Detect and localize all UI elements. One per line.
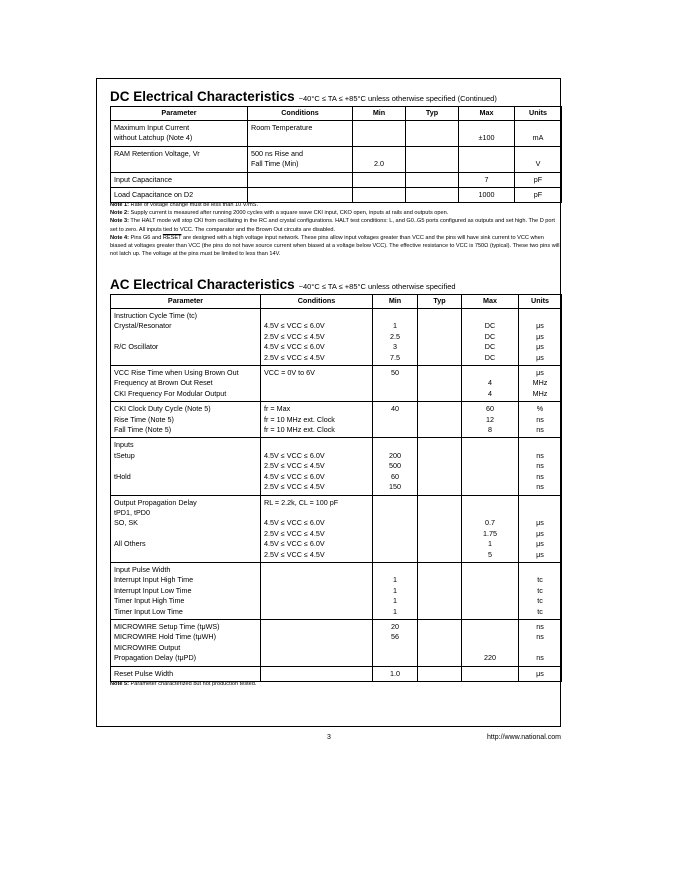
ac-cell-line xyxy=(114,482,257,492)
dc-title: DC Electrical Characteristics xyxy=(110,89,295,104)
page-number: 3 xyxy=(327,734,331,741)
dc-cell-line xyxy=(356,123,402,133)
ac-cell-line: Reset Pulse Width xyxy=(114,668,174,678)
dc-cell-min xyxy=(353,172,406,187)
ac-cell-line xyxy=(114,461,257,471)
ac-cell-units xyxy=(519,562,562,619)
dc-cell-parameter xyxy=(111,172,248,187)
table-row xyxy=(111,438,562,495)
dc-cell-typ xyxy=(406,146,459,172)
dc-header-min: Min xyxy=(353,107,406,121)
dc-cell-line xyxy=(518,149,558,159)
ac-cell-line xyxy=(376,440,414,450)
ac-cell-line: 7.5 xyxy=(390,352,400,362)
dc-cell-line xyxy=(356,175,402,185)
ac-cell-conditions xyxy=(261,402,373,438)
ac-cell-line: DC xyxy=(484,342,496,352)
ac-cell-line xyxy=(465,632,515,642)
ac-condition: −40°C ≤ TA ≤ +85°C unless otherwise specified xyxy=(298,282,456,291)
ac-cell-parameter xyxy=(111,366,261,402)
table-row xyxy=(111,562,562,619)
ac-cell-typ xyxy=(418,438,462,495)
ac-cell-line xyxy=(114,332,257,342)
ac-cell-line xyxy=(264,508,369,518)
ac-cell-line: DC xyxy=(484,321,496,331)
ac-cell-line: ns xyxy=(536,471,544,481)
ac-cell-line: MHz xyxy=(532,378,548,388)
ac-cell-line: Output Propagation Delay xyxy=(114,497,197,507)
ac-cell-line: 8 xyxy=(488,425,492,435)
dc-header-parameter: Parameter xyxy=(111,107,248,121)
ac-cell-line: tPD1, tPD0 xyxy=(114,507,150,517)
table-row xyxy=(111,309,562,366)
ac-cell-line: All Others xyxy=(114,539,146,549)
table-row xyxy=(111,172,562,187)
dc-cell-line: 2.0 xyxy=(374,159,384,169)
ac-header-units: Units xyxy=(519,295,562,309)
ac-cell-min xyxy=(373,495,418,562)
ac-cell-parameter xyxy=(111,309,261,366)
ac-cell-line xyxy=(465,440,515,450)
ac-cell-min xyxy=(373,619,418,666)
ac-header-row xyxy=(111,295,562,309)
ac-cell-min xyxy=(373,309,418,366)
dc-notes xyxy=(110,201,560,258)
dc-cell-units xyxy=(515,146,562,172)
ac-cell-line: Timer Input High Time xyxy=(114,596,185,606)
ac-cell-max xyxy=(462,309,519,366)
dc-cell-max xyxy=(459,172,515,187)
ac-cell-line: MICROWIRE Setup Time (tμWS) xyxy=(114,621,220,631)
ac-cell-line: 1 xyxy=(393,585,397,595)
ac-cell-line: ns xyxy=(536,482,544,492)
ac-cell-line xyxy=(522,311,558,321)
ac-cell-line: 3 xyxy=(393,342,397,352)
ac-cell-max xyxy=(462,495,519,562)
ac-header-max: Max xyxy=(462,295,519,309)
ac-cell-typ xyxy=(418,495,462,562)
dc-cell-line xyxy=(409,123,455,133)
ac-header-parameter: Parameter xyxy=(111,295,261,309)
ac-cell-line: 60 xyxy=(391,471,399,481)
ac-cell-line xyxy=(264,440,369,450)
ac-cell-line: fr = 10 MHz ext. Clock xyxy=(264,425,335,435)
dc-cell-min xyxy=(353,146,406,172)
ac-cell-line: 1.0 xyxy=(390,668,400,678)
ac-cell-line xyxy=(264,565,369,575)
ac-cell-line: 0.7 xyxy=(485,518,495,528)
ac-cell-units xyxy=(519,309,562,366)
ac-cell-line: RL = 2.2k, CL = 100 pF xyxy=(264,497,339,507)
ac-cell-line: ns xyxy=(536,621,544,631)
ac-cell-line: ns xyxy=(536,653,544,663)
ac-cell-line: 1 xyxy=(393,321,397,331)
ac-cell-line: 4 xyxy=(488,388,492,398)
ac-cell-line: 5 xyxy=(488,549,492,559)
ac-cell-line: MHz xyxy=(532,388,548,398)
dc-cell-units xyxy=(515,121,562,147)
ac-cell-line xyxy=(421,368,458,378)
ac-cell-line xyxy=(522,565,558,575)
ac-cell-max xyxy=(462,619,519,666)
ac-cell-line: 500 xyxy=(389,461,401,471)
ac-cell-line: R/C Oscillator xyxy=(114,342,159,352)
ac-cell-line: 4.5V ≤ VCC ≤ 6.0V xyxy=(264,342,325,352)
ac-cell-typ xyxy=(418,619,462,666)
ac-cell-line: Propagation Delay (tμPD) xyxy=(114,653,197,663)
ac-cell-line: DC xyxy=(484,331,496,341)
ac-cell-max xyxy=(462,402,519,438)
ac-cell-line: fr = Max xyxy=(264,404,291,414)
table-row xyxy=(111,121,562,147)
ac-cell-line: 2.5V ≤ VCC ≤ 4.5V xyxy=(264,528,325,538)
dc-cell-max xyxy=(459,121,515,147)
ac-cell-line xyxy=(465,498,515,508)
ac-cell-units xyxy=(519,495,562,562)
ac-cell-line: MICROWIRE Output xyxy=(114,642,181,652)
note-3: Note 3: The HALT mode will stop CKI from oscillating in the RC and crystal configurations. HALT test conditions: L, and G0..G5 ports configured as outputs and set high. The D port set to zero. All inputs tied to VCC. The comparator and the Brown Out circuits are disabled. xyxy=(110,218,555,233)
ac-cell-line: Instruction Cycle Time (tc) xyxy=(114,311,198,320)
ac-cell-line xyxy=(421,404,458,414)
ac-cell-line: tHold xyxy=(114,471,131,481)
ac-cell-line: tc xyxy=(537,596,543,606)
ac-cell-line xyxy=(522,643,558,653)
ac-cell-line: 1.75 xyxy=(483,528,497,538)
dc-cell-parameter xyxy=(111,146,248,172)
note-4: Note 4: Pins G6 and RESET are designed with a high voltage input network. These pins allow input voltages greater than VCC and the pins will have sink current to VCC when biased at voltages greater than VCC (the pins do not have source current when biased at a voltage below VCC). The effective resistance to VCC is 750Ω (typical). These two pins will not latch up. The voltage at the pins must be limited to less than 14V. xyxy=(110,234,560,258)
ac-cell-line: 1 xyxy=(393,606,397,616)
dc-cell-conditions xyxy=(248,121,353,147)
ac-cell-line: tc xyxy=(537,585,543,595)
ac-cell-line: 2.5 xyxy=(390,331,400,341)
ac-characteristics-table xyxy=(110,294,562,682)
ac-cell-line: Interrupt Input High Time xyxy=(114,575,194,585)
ac-cell-min xyxy=(373,366,418,402)
ac-cell-line: ns xyxy=(536,414,544,424)
ac-cell-line: MICROWIRE Hold Time (tμWH) xyxy=(114,632,216,642)
ac-cell-line: CKI Frequency For Modular Output xyxy=(114,388,227,398)
ac-cell-line: 2.5V ≤ VCC ≤ 4.5V xyxy=(264,482,325,492)
ac-cell-max xyxy=(462,562,519,619)
ac-cell-line: 150 xyxy=(389,482,401,492)
ac-cell-line xyxy=(421,669,458,679)
ac-cell-line: VCC Rise Time when Using Brown Out xyxy=(114,368,239,378)
ac-cell-line: 60 xyxy=(486,404,494,414)
dc-cell-conditions xyxy=(248,172,353,187)
ac-cell-conditions xyxy=(261,366,373,402)
ac-cell-line: 4.5V ≤ VCC ≤ 6.0V xyxy=(264,539,325,549)
ac-cell-line xyxy=(421,498,458,508)
table-row xyxy=(111,366,562,402)
ac-cell-line xyxy=(114,550,257,560)
ac-cell-line xyxy=(522,498,558,508)
dc-header-typ: Typ xyxy=(406,107,459,121)
table-row xyxy=(111,146,562,172)
ac-cell-parameter xyxy=(111,495,261,562)
ac-header-conditions: Conditions xyxy=(261,295,373,309)
dc-cell-line xyxy=(409,190,455,200)
dc-cell-line xyxy=(356,149,402,159)
ac-cell-line xyxy=(376,311,414,321)
ac-cell-line: Fall Time (Note 5) xyxy=(114,425,172,435)
ac-cell-line: ns xyxy=(536,632,544,642)
ac-cell-line: 4 xyxy=(488,378,492,388)
ac-cell-line: μs xyxy=(536,539,544,549)
ac-cell-line: 20 xyxy=(391,621,399,631)
ac-cell-line: μs xyxy=(536,331,544,341)
dc-cell-typ xyxy=(406,121,459,147)
dc-cell-line xyxy=(356,190,402,200)
ac-cell-typ xyxy=(418,309,462,366)
ac-cell-line: 1 xyxy=(393,575,397,585)
ac-cell-line xyxy=(421,440,458,450)
dc-cell-units xyxy=(515,172,562,187)
ac-cell-line xyxy=(264,669,369,679)
ac-header-min: Min xyxy=(373,295,418,309)
ac-cell-line: μs xyxy=(536,668,544,678)
note-2: Note 2: Supply current is measured after running 2000 cycles with a square wave CKI input, CKO open, inputs at rails and outputs open. xyxy=(110,210,449,217)
ac-cell-line: tSetup xyxy=(114,450,135,460)
dc-cell-min xyxy=(353,121,406,147)
dc-header-max: Max xyxy=(459,107,515,121)
ac-cell-line: VCC = 0V to 6V xyxy=(264,368,315,378)
ac-cell-line: 2.5V ≤ VCC ≤ 4.5V xyxy=(264,549,325,559)
ac-cell-line: Input Pulse Width xyxy=(114,564,171,574)
footer-url[interactable]: http://www.national.com xyxy=(487,734,561,741)
ac-cell-line: 200 xyxy=(389,450,401,460)
ac-cell-line xyxy=(376,498,414,508)
ac-cell-line: μs xyxy=(536,321,544,331)
ac-cell-line xyxy=(465,669,515,679)
ac-cell-line: 56 xyxy=(391,632,399,642)
dc-cell-line: Maximum Input Current xyxy=(114,123,190,132)
ac-cell-line: 1 xyxy=(488,539,492,549)
ac-title: AC Electrical Characteristics xyxy=(110,277,295,292)
ac-cell-units xyxy=(519,619,562,666)
ac-cell-line: tc xyxy=(537,606,543,616)
ac-cell-parameter xyxy=(111,619,261,666)
ac-cell-line: 12 xyxy=(486,414,494,424)
ac-cell-line xyxy=(465,643,515,653)
ac-cell-line xyxy=(421,622,458,632)
table-row xyxy=(111,495,562,562)
ac-cell-line: μs xyxy=(536,368,544,378)
ac-cell-line: Frequency at Brown Out Reset xyxy=(114,378,213,388)
ac-cell-line: ns xyxy=(536,461,544,471)
ac-header-typ: Typ xyxy=(418,295,462,309)
ac-cell-line xyxy=(465,622,515,632)
ac-cell-parameter xyxy=(111,562,261,619)
ac-cell-line xyxy=(522,440,558,450)
ac-cell-line xyxy=(465,368,515,378)
ac-cell-line xyxy=(465,565,515,575)
ac-cell-line: 2.5V ≤ VCC ≤ 4.5V xyxy=(264,352,325,362)
ac-cell-line: 4.5V ≤ VCC ≤ 6.0V xyxy=(264,450,325,460)
ac-cell-conditions xyxy=(261,619,373,666)
ac-notes xyxy=(110,680,560,688)
ac-cell-line: 4.5V ≤ VCC ≤ 6.0V xyxy=(264,321,325,331)
ac-cell-line xyxy=(421,311,458,321)
ac-cell-conditions xyxy=(261,309,373,366)
dc-header-row xyxy=(111,107,562,121)
ac-cell-line: DC xyxy=(484,352,496,362)
ac-cell-units xyxy=(519,402,562,438)
dc-cell-line: pF xyxy=(533,174,543,184)
dc-cell-line xyxy=(462,149,511,159)
ac-cell-line: 2.5V ≤ VCC ≤ 4.5V xyxy=(264,461,325,471)
ac-cell-line: CKI Clock Duty Cycle (Note 5) xyxy=(114,404,211,414)
ac-cell-typ xyxy=(418,402,462,438)
ac-cell-line xyxy=(376,565,414,575)
dc-cell-line xyxy=(518,123,558,133)
dc-cell-line: Fall Time (Min) xyxy=(251,159,299,169)
ac-cell-line xyxy=(264,311,369,321)
dc-cell-line xyxy=(409,149,455,159)
ac-cell-line xyxy=(522,508,558,518)
ac-cell-conditions xyxy=(261,495,373,562)
dc-section-title xyxy=(110,88,497,106)
ac-cell-typ xyxy=(418,366,462,402)
dc-header-conditions: Conditions xyxy=(248,107,353,121)
ac-cell-max xyxy=(462,366,519,402)
dc-cell-line: without Latchup (Note 4) xyxy=(114,133,193,143)
ac-cell-line: SO, SK xyxy=(114,518,138,528)
dc-cell-typ xyxy=(406,172,459,187)
ac-cell-line: μs xyxy=(536,518,544,528)
dc-cell-line: RAM Retention Voltage, Vr xyxy=(114,148,200,158)
ac-cell-line: Timer Input Low Time xyxy=(114,606,183,616)
ac-cell-line: μs xyxy=(536,342,544,352)
ac-cell-line: 1 xyxy=(393,596,397,606)
ac-cell-line xyxy=(114,353,257,363)
dc-cell-line: Input Capacitance xyxy=(114,174,172,184)
ac-cell-line: Interrupt Input Low Time xyxy=(114,585,192,595)
ac-cell-line xyxy=(465,508,515,518)
ac-cell-line: 50 xyxy=(391,368,399,378)
dc-cell-parameter xyxy=(111,121,248,147)
ac-cell-line: 220 xyxy=(484,653,496,663)
dc-cell-line: 7 xyxy=(484,174,489,184)
ac-cell-conditions xyxy=(261,438,373,495)
ac-cell-min xyxy=(373,562,418,619)
ac-cell-line xyxy=(421,565,458,575)
ac-cell-line: ns xyxy=(536,450,544,460)
ac-cell-line: fr = 10 MHz ext. Clock xyxy=(264,414,335,424)
ac-cell-min xyxy=(373,438,418,495)
ac-cell-max xyxy=(462,438,519,495)
ac-cell-line: 2.5V ≤ VCC ≤ 4.5V xyxy=(264,331,325,341)
ac-cell-line: 4.5V ≤ VCC ≤ 6.0V xyxy=(264,471,325,481)
dc-characteristics-table xyxy=(110,106,562,203)
note-5: Note 5: Parameter characterized but not production tested. xyxy=(110,681,257,687)
ac-cell-min xyxy=(373,402,418,438)
dc-cell-line xyxy=(251,190,349,200)
dc-condition: −40°C ≤ TA ≤ +85°C unless otherwise specified (Continued) xyxy=(298,94,497,103)
ac-cell-line: μs xyxy=(536,352,544,362)
ac-cell-units xyxy=(519,366,562,402)
ac-cell-parameter xyxy=(111,438,261,495)
ac-cell-conditions xyxy=(261,562,373,619)
dc-cell-line: Room Temperature xyxy=(251,123,313,132)
dc-cell-line: pF xyxy=(533,190,543,200)
ac-cell-line xyxy=(114,529,257,539)
dc-cell-line: Load Capacitance on D2 xyxy=(114,190,194,200)
ac-cell-line: % xyxy=(536,404,544,414)
ac-cell-line: μs xyxy=(536,549,544,559)
dc-cell-line xyxy=(409,175,455,185)
ac-cell-units xyxy=(519,438,562,495)
table-row xyxy=(111,402,562,438)
ac-cell-line xyxy=(264,622,369,632)
dc-cell-max xyxy=(459,146,515,172)
ac-cell-line: ns xyxy=(536,425,544,435)
dc-cell-line xyxy=(251,175,349,185)
ac-cell-line: tc xyxy=(537,575,543,585)
ac-cell-line: μs xyxy=(536,528,544,538)
dc-cell-line xyxy=(462,123,511,133)
dc-cell-line: mA xyxy=(532,133,544,143)
ac-cell-typ xyxy=(418,562,462,619)
ac-cell-line: Crystal/Resonator xyxy=(114,321,172,331)
ac-section-title xyxy=(110,276,456,294)
ac-cell-line xyxy=(465,311,515,321)
ac-cell-line: Inputs xyxy=(114,440,134,450)
dc-cell-line: 1000 xyxy=(478,190,495,200)
table-row xyxy=(111,619,562,666)
ac-cell-parameter xyxy=(111,402,261,438)
dc-header-units: Units xyxy=(515,107,562,121)
ac-cell-line: 4.5V ≤ VCC ≤ 6.0V xyxy=(264,518,325,528)
dc-cell-conditions xyxy=(248,146,353,172)
dc-cell-line: V xyxy=(535,159,541,169)
ac-cell-line: Rise Time (Note 5) xyxy=(114,414,174,424)
dc-cell-line: 500 ns Rise and xyxy=(251,148,303,158)
dc-cell-line: ±100 xyxy=(478,133,495,143)
ac-cell-line: 40 xyxy=(391,404,399,414)
note-1: Note 1: Rate of voltage change must be less than 10 V/mS. xyxy=(110,202,259,208)
